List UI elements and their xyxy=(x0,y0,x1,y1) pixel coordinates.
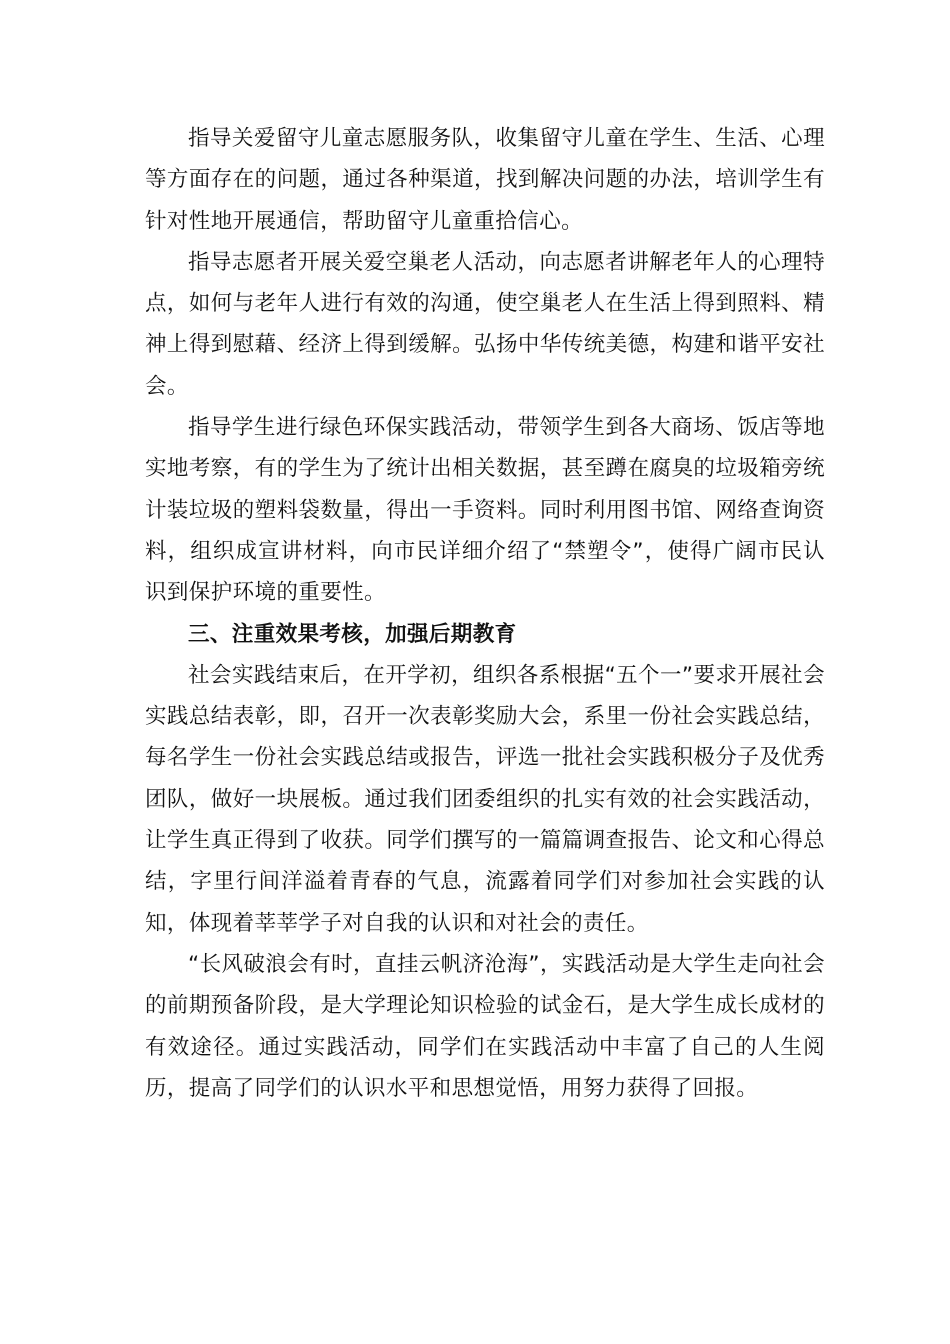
paragraph-conclusion: “长风破浪会有时，直挂云帆济沧海”，实践活动是大学生走向社会的前期预备阶段，是大学理论知识检验的试金石，是大学生成长成材的有效途径。通过实践活动，同学们在实践活动中丰富了自己的人生阅历，提高了同学们的认识水平和思想觉悟，用努力获得了回报。 xyxy=(145,951,825,1101)
section-heading: 三、注重效果考核，加强后期教育 xyxy=(188,621,517,647)
paragraph-environmental-practice: 指导学生进行绿色环保实践活动，带领学生到各大商场、饭店等地实地考察，有的学生为了统计出相关数据，甚至蹲在腐臭的垃圾箱旁统计装垃圾的塑料袋数量，得出一手资料。同时利用图书馆、网络查询资料，组织成宣讲材料，向市民详细介绍了“禁塑令”，使得广阔市民认识到保护环境的重要性。 xyxy=(145,415,825,606)
paragraph-empty-nest-elderly: 指导志愿者开展关爱空巢老人活动，向志愿者讲解老年人的心理特点，如何与老年人进行有效的沟通，使空巢老人在生活上得到照料、精神上得到慰藉、经济上得到缓解。弘扬中华传统美德，构建和谐平安社会。 xyxy=(145,249,825,399)
paragraph-summary-commendation: 社会实践结束后，在开学初，组织各系根据“五个一”要求开展社会实践总结表彰，即，召开一次表彰奖励大会，系里一份社会实践总结，每名学生一份社会实践总结或报告，评选一批社会实践积极分子及优秀团队，做好一块展板。通过我们团委组织的扎实有效的社会实践活动，让学生真正得到了收获。同学们撰写的一篇篇调查报告、论文和心得总结，字里行间洋溢着青春的气息，流露着同学们对参加社会实践的认知，体现着莘莘学子对自我的认识和对社会的责任。 xyxy=(145,662,825,936)
paragraph-left-behind-children: 指导关爱留守儿童志愿服务队，收集留守儿童在学生、生活、心理等方面存在的问题，通过各种渠道，找到解决问题的办法，培训学生有针对性地开展通信，帮助留守儿童重拾信心。 xyxy=(145,126,825,234)
document-page xyxy=(145,118,825,1109)
